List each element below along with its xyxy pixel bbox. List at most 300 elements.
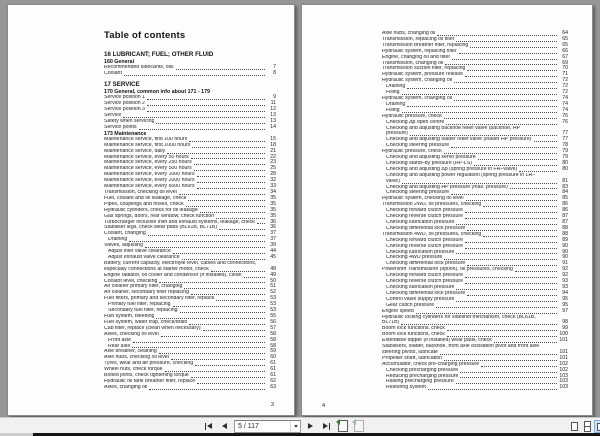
dot-leader [465,283,557,284]
toc-page-number: 14 [270,123,276,130]
toc-entry-label: Safety when servicing [104,118,155,124]
toc-page-number: 74 [562,106,568,113]
toc-page-number: 34 [270,188,276,195]
dot-leader [132,347,265,348]
toc-list-left [104,51,276,391]
toc-page-number: 81 [562,177,568,184]
dot-leader [436,307,557,308]
toc-entry-label: Checking 4WD pressure [386,255,443,261]
dot-leader [145,247,265,248]
toc-entry-label: Checking steering pressure [386,143,450,149]
dot-leader [456,41,557,42]
toc-page-number: 44 [270,248,276,255]
dot-leader [465,242,557,243]
toc-entry-label: Checking reverse clutch pressure [386,243,463,249]
toc-page-number: 39 [270,242,276,249]
toc-page-number: 92 [562,266,568,273]
previous-view-icon [338,420,348,432]
toc-page-number: 100 [559,331,568,338]
dot-leader [466,200,557,201]
next-view-icon [354,420,364,432]
toc-entry-label: Transmission, changing oil [382,60,444,66]
dot-leader [194,170,265,171]
dot-leader [124,75,265,76]
toc-entry-label: Hydraulic locking cylinders for sideshift mechanism, check (BL61B, [382,314,536,320]
toc-entry-label: Stabilisers, loader, backhoe, front axle oscillation pivot and front axle [382,344,540,350]
dot-leader [454,100,557,101]
toc-heading [104,81,276,89]
dot-leader [465,212,557,213]
toc-entry-label: Filling [386,107,400,113]
toc-page-number: 53 [270,295,276,302]
toc-entry-label: Maintenance service, every 6000 hours [104,184,195,190]
dot-leader [219,229,265,230]
dot-leader [440,354,557,355]
dot-leader [149,389,265,390]
toc-page-number: 86 [562,201,568,208]
toc-row [104,385,276,391]
toc-entry-label: Transmission 4WD, oil pressures, checking [382,231,482,237]
toc-page-number: 60 [270,354,276,361]
dot-leader [444,153,557,154]
toc-entry-label: Propeller shaft, lubrication [382,355,442,361]
dot-leader [401,324,557,325]
toc-entry-label: Boom lock functions, check [382,326,445,332]
toc-entry-label: Engine, changing oil and filter [382,54,451,60]
toc-entry-label: Checking reverse clutch pressure [386,279,463,285]
toc-page-number: 102 [559,360,568,367]
toc-page-number: 83 [562,183,568,190]
toc-page-number: 33 [270,183,276,190]
dot-leader [459,53,557,54]
toc-page-number: 70 [562,65,568,72]
toc-page-number: 86 [562,207,568,214]
dot-leader [200,212,265,213]
dot-leader [407,106,557,107]
toc-entry-label: 173 Maintenance [104,130,147,137]
continuous-view-button[interactable] [581,420,594,433]
page-number-input[interactable] [234,420,301,433]
toc-entry-label: Valves, adjusting [104,243,143,249]
toc-entry-label: Checking precharging pressure [386,367,459,373]
toc-entry-label: 170 General, common info about 171 - 179 [104,88,210,95]
toc-entry-label: Axle breather, cleaning [104,349,157,355]
dot-leader [451,147,557,148]
dot-leader [444,360,557,361]
next-page-button[interactable] [304,420,317,433]
dot-leader [454,82,557,83]
previous-page-button[interactable] [218,420,231,433]
toc-page-number: 58 [270,342,276,349]
toc-entry-label: Transmission suction filter, replacing [382,66,466,72]
dot-leader [483,236,557,237]
toc-entry-label: Transmission 2WD, oil pressures, checking [382,202,482,208]
toc-page-number: 7 [273,63,276,70]
toc-page-number: 15 [270,135,276,142]
toc-page-number: 66 [562,47,568,54]
toc-page-number: 8 [273,69,276,76]
toc-entry-label: Draining [386,101,406,107]
dot-leader [483,206,557,207]
last-page-icon [323,423,328,429]
continuous-view-icon [584,421,591,432]
toc-entry-label: Maintenance service, first 1000 hours [104,142,191,148]
toc-entry-label: Hydraulic cylinders, check for oil leakage [104,207,198,213]
toc-page-number: 95 [562,301,568,308]
toc-page-number: 64 [562,30,568,36]
dot-leader [197,188,265,189]
dot-leader [446,124,557,125]
toc-entry-label: Draining [386,84,406,90]
toc-entry-label: Air cleaner, secondary filter replacing [104,290,190,296]
toc-page-number: 35 [270,212,276,219]
toc-entry-label: Coolant level, checking [104,278,158,284]
toc-entry-label: Hydraulic pressure, check [382,149,442,155]
toc-entry-label: Primary fuel filter, replacing [108,302,171,308]
page-dropdown-button[interactable] [290,421,300,432]
dot-leader [410,135,557,136]
toc-page-number: 91 [562,260,568,267]
toc-page-number: 89 [562,236,568,243]
toc-page-number: 9 [273,94,276,101]
document-page-right [301,4,593,416]
toc-entry-label: Checking steering pressure [386,190,450,196]
dot-leader [478,159,557,160]
toc-page-number: 87 [562,213,568,220]
toc-row [382,385,568,391]
toc-entry-label: especially connections at starter motor, check [104,266,209,272]
toc-page-number: 77 [562,130,568,137]
dot-leader [465,248,557,249]
next-page-icon [308,423,313,429]
dot-leader [188,200,265,201]
dot-leader [216,218,265,219]
toc-page-number: 37 [270,230,276,237]
toc-entry-label: Checking differential lock pressure [386,261,466,267]
toc-page-number: 13 [270,117,276,124]
toc-entry-label: Checking and adjusting power regulation (spring pressure in LR– [386,172,536,178]
toc-entry-label: Boom lock functions, check [382,332,445,338]
toc-entry-label: Checking and adjusting backhoe relief valve (backhoe, HP [386,125,521,131]
toc-page-number: 62 [270,377,276,384]
dot-leader [129,241,265,242]
toc-page-number: 72 [562,89,568,96]
single-page-icon [571,422,578,431]
toc-entry-label: Checking forward clutch pressure [386,237,463,243]
toc-entry-label: Accumulator, check pre-charging pressure [382,361,480,367]
toc-page-number: 45 [270,253,276,260]
toc-entry-label: Fuel system, bleeding [104,314,155,320]
dot-leader [189,324,265,325]
dot-leader [402,94,557,95]
chevron-down-icon [294,425,298,428]
toc-entry-label: Axles, changing oil [104,384,148,390]
toc-page-number: 93 [562,278,568,285]
toc-entry-label: Extendible dipper (if installed) wear pads, check [382,338,492,344]
toc-page-number: 92 [562,272,568,279]
toc-page-number: 76 [562,118,568,125]
previous-view-button[interactable] [336,420,349,433]
toc-entry-label: Service points [104,124,137,130]
toc-page-number: 98 [562,319,568,326]
toc-entry-label: Bolted joints, check tightening torque [104,373,189,379]
toc-entry-label: Recommended lubricants, oils [104,64,174,70]
dot-leader [467,265,557,266]
toc-entry-label: Maintenance service, every 500 hours [104,166,192,172]
toc-entry-label: Fuel system, water trap, check/drain [104,319,188,325]
toc-entry-label: Front axle [108,337,132,343]
dot-leader [147,105,265,106]
dot-leader [460,372,557,373]
toc-page-number: 102 [559,366,568,373]
toc-entry-label: Adjust inlet valve clearance [108,249,171,255]
dot-leader [195,365,265,366]
dot-leader [173,253,265,254]
toc-entry-label: Checking lubrication pressure [386,249,455,255]
toc-page-number: 76 [562,112,568,119]
toc-entry-label: 17 SERVICE [104,81,140,89]
dot-leader [456,289,557,290]
toc-page-number: 32 [270,177,276,184]
toc-page-number: 101 [559,354,568,361]
toc-page-number: 84 [562,189,568,196]
toc-page-number: 49 [270,271,276,278]
toc-row [104,71,276,77]
toc-entry-label: Transmission breather filter, replacing [382,42,469,48]
dot-leader [180,312,266,313]
dot-leader [191,294,265,295]
dot-leader [197,176,265,177]
toc-page-number: 90 [562,242,568,249]
toc-page-number: 71 [562,71,568,78]
toc-entry-label: Filling [386,90,400,96]
dot-leader [179,194,265,195]
dot-leader [156,318,265,319]
toc-entry-label: Cab filter, replace (clean when necessary) [104,325,201,331]
dot-leader [197,182,265,183]
toc-page-number: 36 [270,224,276,231]
toc-entry-label: Hydraulic system, pressure release [382,72,464,78]
dot-leader [197,383,265,384]
toc-entry-label: Maintenance service, first 100 hours [104,136,188,142]
toc-entry-label: 16 LUBRICANT; FUEL; OTHER FLUID [104,51,214,59]
dot-leader [470,47,557,48]
toc-entry-label: Pipes, couplings and hoses, check [104,201,184,207]
dot-leader [171,359,265,360]
toc-page-number: 18 [270,141,276,148]
toc-page-number: 80 [562,165,568,172]
dot-leader [139,129,265,130]
toc-page-number: 87 [562,219,568,225]
toc-entry-label: Maintenance service, every 250 hours [104,160,192,166]
toc-page-number: 74 [562,100,568,107]
toc-entry-label: Checking Δp open centre [386,119,445,125]
page-title: Table of contents [104,30,186,41]
toc-page-number: 85 [562,195,568,202]
dot-leader [456,301,557,302]
dot-leader [451,194,557,195]
toc-page-number: 59 [270,348,276,355]
toc-entry-label: Axle hubs, changing oil [382,31,436,36]
toc-entry-label: Coolant [104,70,122,76]
toc-entry-label: Coolant, changing [104,231,146,237]
toc-page-number: 53 [270,301,276,308]
previous-page-icon [222,423,227,429]
dot-leader [467,230,557,231]
toc-entry-label: Axle hubs, checking oil level [104,355,169,361]
toc-page-number: 74 [562,94,568,101]
dot-leader [474,165,557,166]
dot-leader [460,377,557,378]
toc-page-number: 48 [270,265,276,272]
dot-leader [186,206,265,207]
dot-leader [444,259,557,260]
dot-leader [456,253,557,254]
dot-leader [211,271,265,272]
dot-leader [444,118,557,119]
toc-entry-label: Checking lubrication pressure [386,284,455,290]
toc-entry-label: Draining [108,237,128,243]
toc-page-number: 28 [270,171,276,178]
dot-leader [159,353,265,354]
next-view-button[interactable] [352,420,365,433]
toc-entry-label: Checking forward clutch pressure [386,273,463,279]
toc-entry-label: Wheel nuts, check torque [104,367,163,373]
dot-leader [167,153,265,154]
toc-page-number: 72 [562,77,568,84]
toc-page-number: 21 [270,147,276,154]
toc-page-number: 61 [270,372,276,379]
toc-page-number: 69 [562,59,568,66]
toc-entry-label: Service position 1 [104,95,145,101]
toc-page-number: 23 [270,159,276,166]
first-page-button[interactable] [202,420,215,433]
toc-page-number: 94 [562,289,568,296]
folio-number-left: 3 [270,402,274,408]
toc-page-number: 50 [270,277,276,284]
dot-leader [467,295,557,296]
toc-entry-label: Hydraulic system, changing oil [382,78,453,84]
toc-page-number: 52 [270,289,276,296]
toc-entry-label: Fuel filters, primary and secondary filter, replace [104,296,215,302]
toc-entry-label: Gear clutch pressure [386,302,435,308]
dot-leader [189,141,265,142]
toc-entry-label: 160 General [104,58,135,65]
toc-entry-label: Hydraulic system, checking oil level [382,196,464,202]
toc-entry-label: Fuel, coolant and oil leakage, check [104,195,187,201]
toc-page-number: 103 [559,384,568,391]
dot-leader [452,59,557,60]
dot-leader [534,141,557,142]
toc-entry-label: valve) [386,178,400,184]
toc-entry-label: Air cleaner primary filter, changing [104,284,183,290]
toc-list-right [382,31,568,391]
toc-page-number: 12 [270,105,276,112]
toc-entry-label: Service [104,112,122,118]
toc-entry-label: Checking reverse clutch pressure [386,214,463,220]
dot-leader [416,313,557,314]
toc-entry-label: Rear axle [108,343,131,349]
dot-leader [257,223,265,224]
toc-entry-label: Checking forward clutch pressure [386,208,463,214]
toc-entry-label: Checking stand–by pressure (HP-LS) [386,160,472,166]
dot-leader [494,342,557,343]
toc-page-number: 63 [270,383,276,390]
toc-page-number: 55 [270,313,276,320]
toc-page-number: 79 [562,148,568,155]
toc-page-number: 77 [562,136,568,143]
dot-leader [244,277,265,278]
toc-entry-label: Checking differential lock pressure [386,290,466,296]
dot-leader [182,259,265,260]
dot-leader [159,282,265,283]
dot-leader [123,117,265,118]
toc-page-number: 57 [270,324,276,331]
toc-entry-label: Axles, checking oil level [104,331,159,337]
toc-page-number: 101 [559,337,568,344]
folio-number-right: 4 [322,403,326,409]
dot-leader [447,330,557,331]
dot-leader [191,158,265,159]
toc-entry-label: Engine speed [382,308,414,314]
toc-page-number: 88 [562,224,568,231]
dot-leader [402,183,557,184]
toc-page-number: 61 [270,360,276,367]
toc-entry-label: Checking differential lock pressure [386,225,466,231]
dot-leader [184,288,265,289]
toc-entry-label: pressure) [386,131,408,137]
single-page-view-button[interactable] [568,420,581,433]
last-page-button[interactable] [320,420,333,433]
toc-entry-label: Tyres, wear and air pressure, checking [104,361,194,367]
first-page-icon [205,423,207,430]
toc-page-number: 65 [562,35,568,42]
dot-leader [165,371,265,372]
toc-entry-label: Powershift Transmission (option), oil pressures, checking [382,267,513,273]
toc-page-number: 67 [562,53,568,60]
toc-page-number: 35 [270,200,276,207]
toc-page-number: 11 [270,100,276,106]
toc-page-number: 22 [270,153,276,160]
dot-leader [467,70,557,71]
toc-entry-label: Checking and adjusting HP pressure (max. pressure) [386,184,508,190]
toc-page-number: 90 [562,254,568,261]
toc-page-number: 56 [270,318,276,325]
toc-page-number: 101 [559,348,568,355]
toc-page-number: 58 [270,336,276,343]
toc-entry-label: Checking and adjusting Δp (spring pressure in FR–valve) [386,166,518,172]
toc-entry-label: Hydraulic oil tank breather filter, replace [104,378,196,384]
facing-pages-view-button[interactable] [594,420,600,433]
dot-leader [191,377,265,378]
toc-entry-label: Checking and adjusting loader relief valve (loader HP pressure) [386,137,532,143]
toc-page-number: 61 [270,366,276,373]
toc-entry-label: BL71B) [382,320,400,326]
toc-entry-label: Transmission, checking oil level [104,189,177,195]
toc-entry-label: Hydraulic system, changing oil [382,95,453,101]
toc-page-number: 79 [562,154,568,161]
toc-page-number: 13 [270,111,276,118]
dot-leader [147,111,265,112]
dot-leader [445,64,557,65]
toc-page-number: 35 [270,194,276,201]
dot-leader [407,88,557,89]
toc-page-number: 97 [562,307,568,314]
toc-entry-label: Hydraulic pressure, check [382,113,442,119]
toc-page-number: 36 [270,218,276,225]
dot-leader [515,271,557,272]
dot-leader [456,224,557,225]
